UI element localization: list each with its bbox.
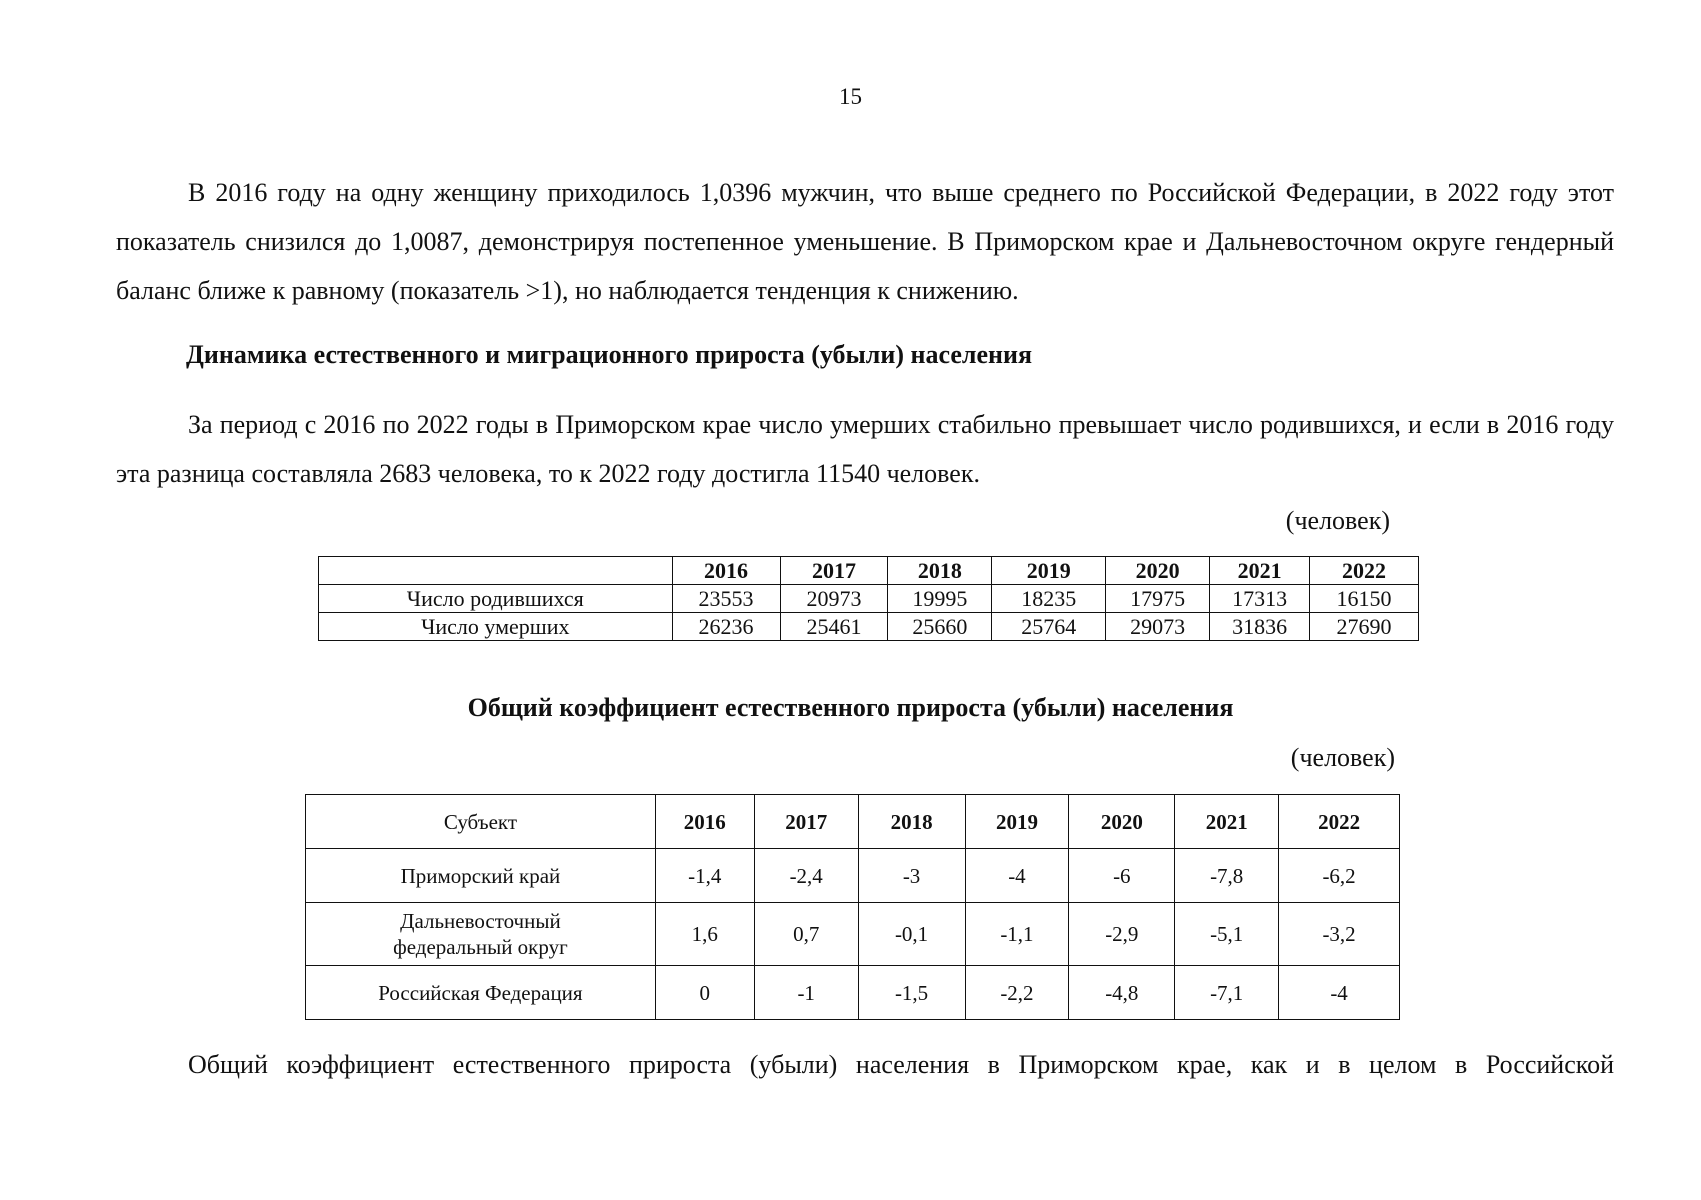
- table-cell: 19995: [888, 585, 992, 613]
- subject-header: Субъект: [306, 795, 656, 849]
- table-coef-unit: (человек): [1290, 743, 1395, 772]
- year-header: 2020: [1069, 795, 1175, 849]
- table-cell: 29073: [1106, 613, 1210, 641]
- table-header-row: [319, 557, 1419, 585]
- table-cell: 27690: [1310, 613, 1419, 641]
- table-cell: -3,2: [1279, 903, 1400, 966]
- table-cell: -1,5: [858, 966, 965, 1020]
- table-cell: 25461: [780, 613, 888, 641]
- year-header: 2019: [965, 795, 1069, 849]
- table-header-row: [306, 795, 1400, 849]
- table-cell: 31836: [1210, 613, 1310, 641]
- table-row: [306, 903, 1400, 966]
- table-cell: -4: [1279, 966, 1400, 1020]
- table-cell: -2,9: [1069, 903, 1175, 966]
- table-cell: -7,8: [1175, 849, 1279, 903]
- year-header: 2021: [1210, 557, 1310, 585]
- table-cell: -2,2: [965, 966, 1069, 1020]
- table-cell: -6: [1069, 849, 1175, 903]
- table-row: [319, 585, 1419, 613]
- births-deaths-table: [318, 556, 1419, 641]
- row-label: Дальневосточный федеральный округ: [306, 903, 656, 966]
- year-header: 2017: [780, 557, 888, 585]
- year-header: 2019: [992, 557, 1106, 585]
- table-cell: -1,1: [965, 903, 1069, 966]
- table-cell: -1: [754, 966, 858, 1020]
- year-header: 2018: [858, 795, 965, 849]
- row-label: Число родившихся: [319, 585, 673, 613]
- table-cell: 23553: [672, 585, 780, 613]
- table-births-unit: (человек): [1285, 506, 1390, 535]
- paragraph-gender-balance: В 2016 году на одну женщину приходилось 1,0396 мужчин, что выше среднего по Российской Федерации, в 2022 году этот показатель снизился до 1,0087, демонстрируя постепенное уменьшение. В Приморском крае и Дальневосточном округе гендерный баланс ближе к равному (показатель >1), но наблюдается тенденция к снижению.: [116, 178, 1614, 305]
- paragraph-coefficient-intro: Общий коэффициент естественного прироста (убыли) населения в Приморском крае, как и в целом в Российской: [188, 1050, 1614, 1079]
- table-cell: -2,4: [754, 849, 858, 903]
- paragraph-births-deaths: За период с 2016 по 2022 годы в Приморском крае число умерших стабильно превышает число родившихся, и если в 2016 году эта разница составляла 2683 человека, то к 2022 году достигла 11540 человек.: [116, 410, 1614, 488]
- table-cell: 25764: [992, 613, 1106, 641]
- year-header: 2017: [754, 795, 858, 849]
- row-label: Число умерших: [319, 613, 673, 641]
- natural-growth-coefficient-table: [305, 794, 1400, 1020]
- year-header: 2016: [672, 557, 780, 585]
- table-cell: 16150: [1310, 585, 1419, 613]
- table-row: [306, 966, 1400, 1020]
- table-cell: -3: [858, 849, 965, 903]
- table-cell: 0: [655, 966, 754, 1020]
- heading-population-dynamics: Динамика естественного и миграционного прироста (убыли) населения: [186, 340, 1033, 369]
- table-cell: -1,4: [655, 849, 754, 903]
- table-cell: 17313: [1210, 585, 1310, 613]
- year-header: 2020: [1106, 557, 1210, 585]
- table-row: [306, 849, 1400, 903]
- year-header: 2022: [1279, 795, 1400, 849]
- year-header: 2016: [655, 795, 754, 849]
- table-cell: 25660: [888, 613, 992, 641]
- table-cell: 18235: [992, 585, 1106, 613]
- table-cell: 1,6: [655, 903, 754, 966]
- heading-natural-growth-coefficient: Общий коэффициент естественного прироста (убыли) населения: [467, 693, 1234, 722]
- table-cell: -7,1: [1175, 966, 1279, 1020]
- table-corner-cell: [319, 557, 673, 585]
- row-label: Приморский край: [306, 849, 656, 903]
- table-cell: -4: [965, 849, 1069, 903]
- row-label: Российская Федерация: [306, 966, 656, 1020]
- table-cell: -5,1: [1175, 903, 1279, 966]
- table-cell: 26236: [672, 613, 780, 641]
- table-cell: 0,7: [754, 903, 858, 966]
- table-cell: -0,1: [858, 903, 965, 966]
- year-header: 2022: [1310, 557, 1419, 585]
- year-header: 2018: [888, 557, 992, 585]
- table-cell: 20973: [780, 585, 888, 613]
- page-number: 15: [839, 84, 862, 109]
- table-cell: -4,8: [1069, 966, 1175, 1020]
- table-cell: 17975: [1106, 585, 1210, 613]
- table-cell: -6,2: [1279, 849, 1400, 903]
- table-row: [319, 613, 1419, 641]
- year-header: 2021: [1175, 795, 1279, 849]
